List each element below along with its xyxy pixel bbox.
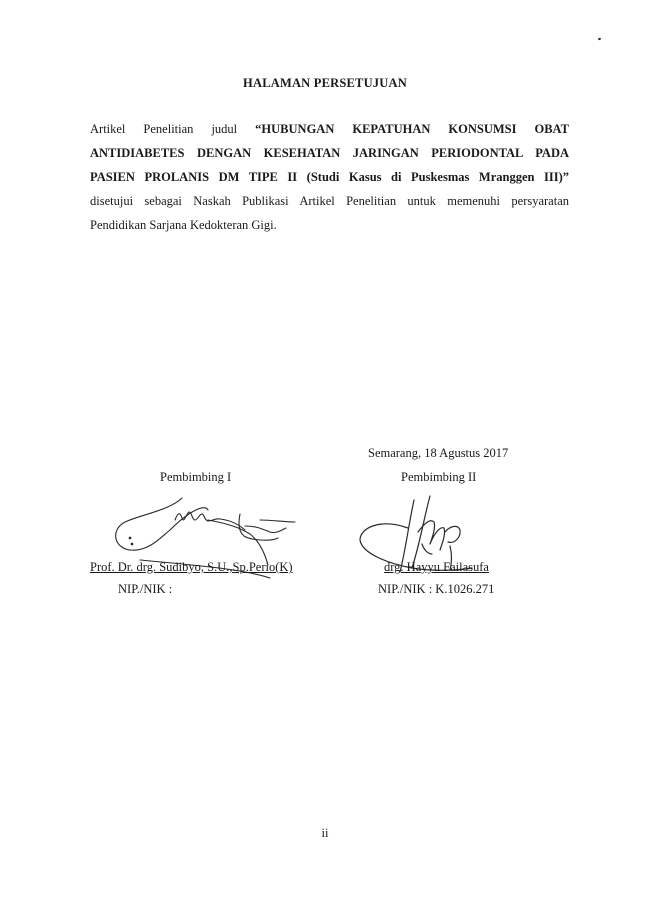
- approval-paragraph: [90, 117, 569, 237]
- advisor-1-nip: NIP./NIK :: [118, 582, 173, 596]
- paragraph-line-5: [90, 213, 569, 237]
- paragraph-line-1-plain: Artikel Penelitian judul: [90, 122, 256, 136]
- advisor-1-signature: [100, 490, 330, 590]
- place-date: Semarang, 18 Agustus 2017: [368, 446, 509, 460]
- paragraph-line-2-bold: ANTIDIABETES DENGAN KESEHATAN JARINGAN PERIODONTAL PADA: [90, 146, 569, 160]
- paragraph-line-3-bold: PASIEN PROLANIS DM TIPE II (Studi Kasus di Puskesmas Mranggen III)”: [90, 170, 569, 184]
- advisor-2-nip: NIP./NIK : K.1026.271: [378, 582, 495, 596]
- page-number: ii: [321, 826, 329, 840]
- paragraph-line-1: [90, 117, 569, 141]
- scan-speck: [598, 38, 602, 41]
- advisor-2-role: Pembimbing II: [401, 470, 477, 484]
- page-title: HALAMAN PERSETUJUAN: [243, 76, 407, 90]
- paragraph-line-5-plain: Pendidikan Sarjana Kedokteran Gigi.: [90, 218, 277, 232]
- advisor-2-name: drg. Hayyu Failasufa: [384, 560, 489, 574]
- advisor-1-name: Prof. Dr. drg. Sudibyo, S.U.,Sp.Perio(K): [90, 560, 293, 574]
- paragraph-line-4: [90, 189, 569, 213]
- paragraph-line-4-plain: disetujui sebagai Naskah Publikasi Artikel Penelitian untuk memenuhi persyaratan: [90, 194, 569, 208]
- advisor-1-role: Pembimbing I: [160, 470, 232, 484]
- paragraph-line-1-bold: “HUBUNGAN KEPATUHAN KONSUMSI OBAT: [255, 122, 569, 136]
- paragraph-line-3: [90, 165, 569, 189]
- paragraph-line-2: [90, 141, 569, 165]
